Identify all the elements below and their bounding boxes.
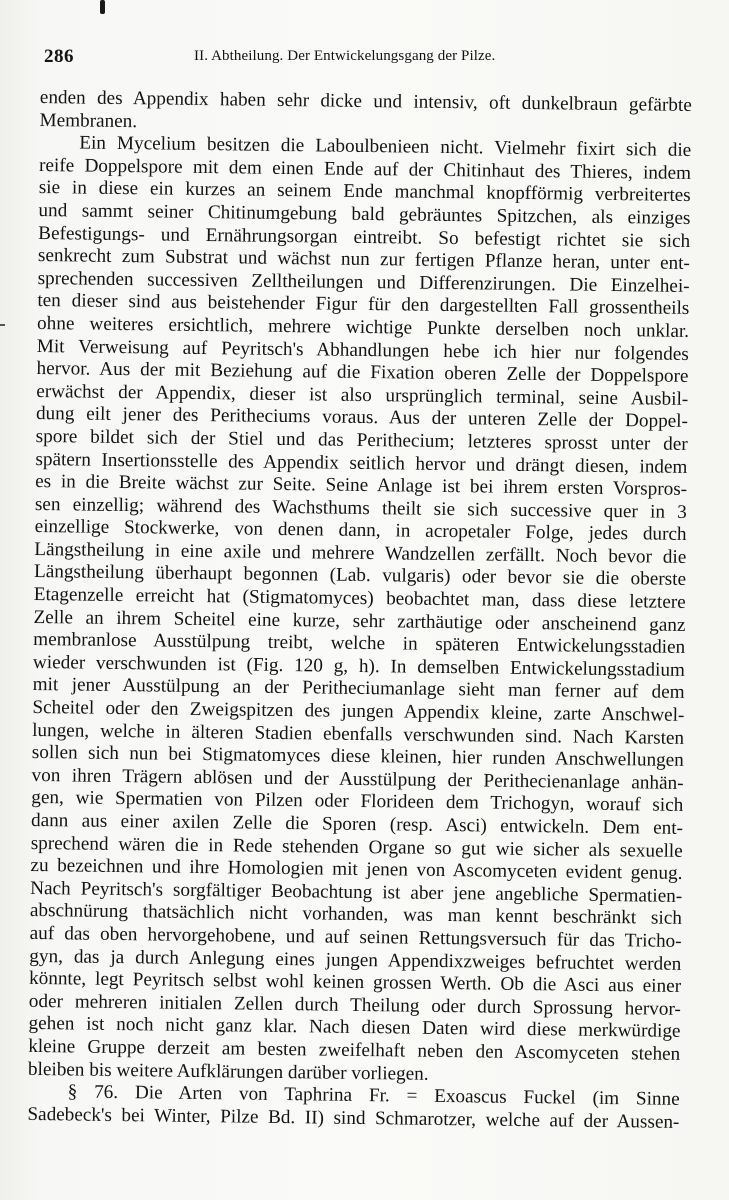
text-line: spore bildet sich der Stiel und das Perithecium; letzteres sprosst unter der: [35, 425, 688, 455]
text-line: Längstheilung in eine axile und mehrere Wandzellen zerfällt. Noch bevor die: [34, 538, 687, 568]
scan-ink-mark: [100, 0, 105, 14]
text-line: von ihren Trägern ablösen und der Ausstülpung der Perithecienanlage anhän-: [31, 764, 684, 794]
text-line: Scheitel oder den Zweigspitzen des jungen Appendix kleine, zarte Anschwel-: [32, 696, 685, 726]
text-line: sie in diese ein kurzes an seinem Ende manchmal knopfförmig verbreitertes: [38, 177, 691, 207]
page-number: 286: [44, 46, 74, 67]
scan-edge-mark: [0, 324, 5, 326]
text-line: gyn, das ja durch Anlegung eines jungen Appendixzweiges befruchtet werden: [29, 945, 682, 975]
text-line: einzellige Stockwerke, von denen dann, in acropetaler Folge, jedes durch: [34, 516, 687, 546]
text-line: bleiben bis weitere Aufklärungen darüber vorliegen.: [27, 1058, 429, 1085]
text-line: hervor. Aus der mit Beziehung auf die Fixation oberen Zelle der Doppelspore: [36, 358, 689, 388]
text-line: Nach Peyritsch's sorgfältiger Beobachtung ist aber jene angebliche Spermatien-: [30, 877, 683, 907]
text-line: Membranen.: [39, 109, 138, 132]
text-line: auf das oben hervorgehobene, und auf seinen Rettungsversuch für das Tricho-: [29, 922, 682, 952]
text-line: sollen sich nun bei Stigmatomyces diese kleinen, hier runden Anschwellungen: [31, 742, 684, 772]
text-line: Etagenzelle erreicht hat (Stigmatomyces) beobachtet man, dass diese letztere: [33, 584, 686, 613]
text-line: senkrecht zum Substrat und wächst nun zur fertigen Pflanze heran, unter ent-: [37, 245, 691, 275]
page-header: [44, 42, 689, 70]
text-line: gen, wie Spermatien von Pilzen oder Florideen dem Trichogyn, worauf sich: [31, 787, 684, 817]
text-line: Ein Mycelium besitzen die Laboulbenieen nicht. Vielmehr fixirt sich die: [79, 132, 692, 162]
text-line: dann aus einer axilen Zelle die Sporen (resp. Asci) entwickeln. Dem ent-: [30, 809, 684, 839]
text-line: sprechenden successiven Zelltheilungen und Differenzirungen. Die Einzelhei-: [37, 267, 690, 297]
text-line: es in die Breite wächst zur Seite. Seine Anlage ist bei ihrem ersten Vorspros-: [35, 471, 688, 501]
text-line: erwächst der Appendix, dieser ist also ursprünglich terminal, seine Ausbil-: [36, 380, 689, 410]
text-line: ohne weiteres ersichtlich, mehrere wichtige Punkte derselben noch unklar.: [36, 312, 690, 342]
text-line: könnte, legt Peyritsch selbst wohl keinen grossen Werth. Ob die Asci aus einer: [28, 968, 682, 998]
text-line: ten dieser sind aus beistehender Figur für den dargestellten Fall grossentheils: [37, 290, 690, 320]
text-line: Längstheilung überhaupt begonnen (Lab. vulgaris) oder bevor sie die oberste: [33, 561, 687, 591]
text-line: zu bezeichnen und ihre Homologien mit jenen von Ascomyceten evident genug.: [30, 855, 683, 885]
text-line: sen einzellig; während des Wachsthums theilt sie sich successive quer in 3: [34, 493, 687, 523]
text-line: Sadebeck's bei Winter, Pilze Bd. II) sind Schmarotzer, welche auf der Aussen-: [27, 1103, 680, 1133]
text-line: mit jener Ausstülpung an der Peritheciumanlage sieht man ferner auf dem: [32, 674, 685, 704]
text-line: oder mehreren initialen Zellen durch Theilung oder durch Sprossung hervor-: [28, 990, 681, 1020]
text-line: kleine Gruppe derzeit am besten zweifelhaft neben den Ascomyceten stehen: [28, 1035, 681, 1065]
text-line: Zelle an ihrem Scheitel eine kurze, sehr zarthäutige oder anscheinend ganz: [33, 606, 686, 636]
running-title: II. Abtheilung. Der Entwickelungsgang der Pilze.: [194, 48, 496, 64]
text-line: abschnürung thatsächlich nicht vorhanden, was man kennt beschränkt sich: [29, 900, 683, 930]
text-line: spätern Insertionsstelle des Appendix seitlich hervor und drängt diesen, indem: [35, 448, 688, 478]
text-line: membranlose Ausstülpung treibt, welche in späteren Entwickelungsstadien: [33, 629, 686, 659]
text-line: gehen ist noch nicht ganz klar. Nach diesen Daten wird diese merkwürdige: [28, 1013, 681, 1043]
text-line: enden des Appendix haben sehr dicke und intensiv, oft dunkelbraun gefärbte: [39, 87, 692, 116]
text-line: und sammt seiner Chitinumgebung bald gebräuntes Spitzchen, als einziges: [38, 199, 691, 229]
text-line: § 76. Die Arten von Taphrina Fr. = Exoascus Fuckel (im Sinne: [67, 1081, 680, 1111]
text-line: wieder verschwunden ist (Fig. 120 g, h). In demselben Entwickelungsstadium: [32, 651, 686, 681]
text-line: dung eilt jener des Peritheciums voraus. Aus der unteren Zelle der Doppel-: [35, 403, 689, 433]
text-line: lungen, welche in älteren Stadien ebenfalls verschwunden sind. Nach Karsten: [32, 719, 685, 749]
text-line: reife Doppelspore mit dem einen Ende auf der Chitinhaut des Thieres, indem: [38, 154, 692, 184]
text-line: sprechend wären die in Rede stehenden Organe so gut wie sicher als sexuelle: [30, 832, 683, 862]
text-line: Mit Verweisung auf Peyritsch's Abhandlungen hebe ich hier nur folgendes: [36, 335, 689, 365]
text-line: Befestigungs- und Ernährungsorgan eintreibt. So befestigt richtet sie sich: [38, 222, 691, 252]
body-text: [27, 87, 692, 1134]
